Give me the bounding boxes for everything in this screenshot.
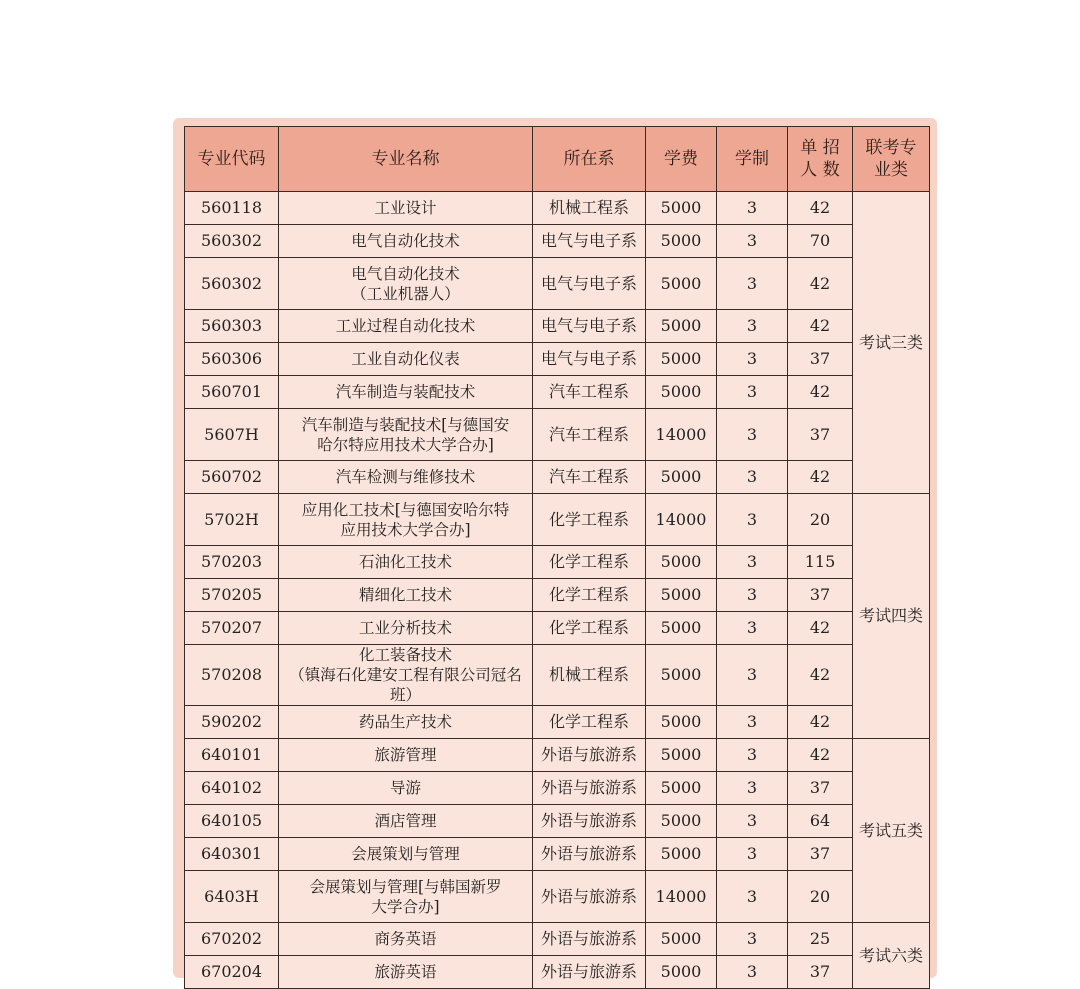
cell-name (279, 409, 533, 461)
header-quota-line: 人 数 (800, 160, 840, 180)
cell-quota: 115 (788, 546, 853, 579)
cell-quota: 42 (788, 310, 853, 343)
cell-fee: 5000 (646, 739, 717, 772)
cell-name-line: 工业设计 (374, 199, 437, 217)
table-row (185, 494, 930, 546)
cell-name-line: 石油化工技术 (358, 553, 452, 571)
cell-category: 考试五类 (853, 739, 930, 923)
table-row (185, 461, 930, 494)
cell-years: 3 (717, 225, 788, 258)
cell-fee: 5000 (646, 612, 717, 645)
cell-years: 3 (717, 376, 788, 409)
cell-name (279, 706, 533, 739)
cell-quota: 37 (788, 838, 853, 871)
cell-fee: 5000 (646, 956, 717, 989)
cell-fee: 14000 (646, 494, 717, 546)
table-row (185, 923, 930, 956)
cell-fee: 5000 (646, 706, 717, 739)
header-code: 专业代码 (185, 127, 279, 192)
cell-quota: 42 (788, 612, 853, 645)
cell-dept: 电气与电子系 (533, 310, 646, 343)
cell-code: 670204 (185, 956, 279, 989)
header-category-line: 联考专 (865, 138, 917, 158)
cell-years: 3 (717, 923, 788, 956)
cell-fee: 5000 (646, 579, 717, 612)
cell-years: 3 (717, 739, 788, 772)
cell-code: 640102 (185, 772, 279, 805)
cell-name (279, 805, 533, 838)
cell-fee: 5000 (646, 805, 717, 838)
table-row (185, 192, 930, 225)
cell-name (279, 546, 533, 579)
cell-category: 考试三类 (853, 192, 930, 494)
cell-name (279, 310, 533, 343)
cell-name-line: 药品生产技术 (358, 713, 452, 731)
cell-name (279, 739, 533, 772)
cell-code: 560306 (185, 343, 279, 376)
cell-code: 560701 (185, 376, 279, 409)
cell-dept: 外语与旅游系 (533, 739, 646, 772)
cell-years: 3 (717, 461, 788, 494)
cell-quota: 42 (788, 192, 853, 225)
cell-quota: 25 (788, 923, 853, 956)
cell-name-line: 汽车制造与装配技术 (335, 383, 476, 401)
header-years: 学制 (717, 127, 788, 192)
cell-name-line: 精细化工技术 (358, 586, 452, 604)
table-row (185, 871, 930, 923)
cell-years: 3 (717, 956, 788, 989)
cell-quota: 37 (788, 343, 853, 376)
cell-name (279, 258, 533, 310)
table-body (185, 192, 930, 989)
cell-name-line: 工业自动化仪表 (351, 350, 460, 368)
header-category-line: 业类 (874, 160, 908, 180)
header-quota (788, 127, 853, 192)
cell-code: 570205 (185, 579, 279, 612)
cell-years: 3 (717, 343, 788, 376)
table-row (185, 956, 930, 989)
cell-name (279, 225, 533, 258)
cell-code: 640301 (185, 838, 279, 871)
header-name: 专业名称 (279, 127, 533, 192)
header-quota-line: 单 招 (800, 138, 840, 158)
cell-name-line: 电气自动化技术 (351, 264, 460, 283)
cell-quota: 37 (788, 772, 853, 805)
cell-code: 670202 (185, 923, 279, 956)
cell-quota: 37 (788, 956, 853, 989)
cell-quota: 37 (788, 409, 853, 461)
cell-code: 560303 (185, 310, 279, 343)
cell-dept: 汽车工程系 (533, 409, 646, 461)
cell-years: 3 (717, 258, 788, 310)
cell-years: 3 (717, 645, 788, 706)
cell-dept: 机械工程系 (533, 192, 646, 225)
cell-quota: 42 (788, 706, 853, 739)
cell-fee: 14000 (646, 871, 717, 923)
cell-fee: 5000 (646, 772, 717, 805)
cell-years: 3 (717, 310, 788, 343)
cell-code: 590202 (185, 706, 279, 739)
cell-years: 3 (717, 838, 788, 871)
cell-name-line: 应用化工技术[与德国安哈尔特 (301, 500, 510, 519)
cell-name-line: （镇海石化建安工程有限公司冠名班） (289, 666, 522, 704)
cell-fee: 5000 (646, 838, 717, 871)
cell-quota: 20 (788, 871, 853, 923)
cell-name-line: 大学合办] (371, 897, 440, 916)
cell-name (279, 579, 533, 612)
admissions-table (184, 126, 930, 989)
table-row (185, 838, 930, 871)
cell-code: 560702 (185, 461, 279, 494)
cell-fee: 5000 (646, 923, 717, 956)
cell-years: 3 (717, 409, 788, 461)
cell-dept: 外语与旅游系 (533, 923, 646, 956)
cell-code: 5702H (185, 494, 279, 546)
table-row (185, 579, 930, 612)
cell-years: 3 (717, 805, 788, 838)
cell-years: 3 (717, 579, 788, 612)
cell-name (279, 956, 533, 989)
cell-years: 3 (717, 871, 788, 923)
cell-name-line: 电气自动化技术 (351, 232, 460, 250)
cell-name-line: 哈尔特应用技术大学合办] (317, 435, 494, 454)
cell-dept: 外语与旅游系 (533, 772, 646, 805)
cell-fee: 5000 (646, 376, 717, 409)
cell-name (279, 612, 533, 645)
cell-quota: 64 (788, 805, 853, 838)
table-row (185, 805, 930, 838)
cell-name (279, 871, 533, 923)
cell-code: 560118 (185, 192, 279, 225)
cell-years: 3 (717, 706, 788, 739)
table-row (185, 612, 930, 645)
cell-quota: 42 (788, 376, 853, 409)
cell-code: 640101 (185, 739, 279, 772)
cell-fee: 5000 (646, 461, 717, 494)
cell-name (279, 494, 533, 546)
cell-dept: 外语与旅游系 (533, 956, 646, 989)
cell-quota: 42 (788, 461, 853, 494)
cell-name-line: 化工装备技术 (358, 646, 452, 664)
cell-name-line: 汽车制造与装配技术[与德国安 (301, 415, 510, 434)
cell-fee: 5000 (646, 546, 717, 579)
cell-fee: 5000 (646, 310, 717, 343)
cell-name-line: 导游 (389, 779, 421, 797)
cell-name-line: 工业过程自动化技术 (335, 317, 476, 335)
cell-fee: 14000 (646, 409, 717, 461)
cell-years: 3 (717, 494, 788, 546)
cell-dept: 电气与电子系 (533, 258, 646, 310)
table-row (185, 343, 930, 376)
cell-name-line: 应用技术大学合办] (340, 520, 471, 539)
table-row (185, 706, 930, 739)
cell-name (279, 772, 533, 805)
cell-code: 5607H (185, 409, 279, 461)
cell-name (279, 376, 533, 409)
cell-quota: 70 (788, 225, 853, 258)
cell-dept: 电气与电子系 (533, 343, 646, 376)
cell-years: 3 (717, 546, 788, 579)
header-category (853, 127, 930, 192)
cell-dept: 外语与旅游系 (533, 805, 646, 838)
cell-dept: 外语与旅游系 (533, 871, 646, 923)
cell-name-line: 工业分析技术 (358, 619, 452, 637)
table-row (185, 546, 930, 579)
cell-name (279, 192, 533, 225)
cell-name (279, 343, 533, 376)
cell-name-line: 会展策划与管理 (351, 845, 460, 863)
header-row (185, 127, 930, 192)
table-row (185, 772, 930, 805)
cell-code: 560302 (185, 225, 279, 258)
header-dept: 所在系 (533, 127, 646, 192)
cell-fee: 5000 (646, 645, 717, 706)
cell-category: 考试四类 (853, 494, 930, 739)
cell-name-line: 旅游英语 (374, 963, 437, 981)
cell-dept: 化学工程系 (533, 706, 646, 739)
cell-years: 3 (717, 612, 788, 645)
cell-code: 640105 (185, 805, 279, 838)
cell-quota: 42 (788, 739, 853, 772)
cell-dept: 化学工程系 (533, 579, 646, 612)
table-row (185, 258, 930, 310)
table-row (185, 310, 930, 343)
cell-dept: 化学工程系 (533, 494, 646, 546)
cell-fee: 5000 (646, 258, 717, 310)
cell-code: 560302 (185, 258, 279, 310)
cell-name-line: 会展策划与管理[与韩国新罗 (309, 877, 502, 896)
table-row (185, 225, 930, 258)
cell-name-line: （工业机器人） (351, 284, 460, 303)
cell-dept: 外语与旅游系 (533, 838, 646, 871)
cell-quota: 37 (788, 579, 853, 612)
table-row (185, 645, 930, 706)
cell-code: 6403H (185, 871, 279, 923)
cell-code: 570203 (185, 546, 279, 579)
table-row (185, 376, 930, 409)
table-row (185, 409, 930, 461)
cell-years: 3 (717, 192, 788, 225)
cell-category: 考试六类 (853, 923, 930, 989)
cell-name-line: 汽车检测与维修技术 (335, 468, 476, 486)
cell-name (279, 838, 533, 871)
table-row (185, 739, 930, 772)
cell-fee: 5000 (646, 343, 717, 376)
cell-code: 570208 (185, 645, 279, 706)
cell-dept: 汽车工程系 (533, 376, 646, 409)
cell-name-line: 酒店管理 (374, 812, 437, 830)
cell-dept: 汽车工程系 (533, 461, 646, 494)
cell-name-line: 旅游管理 (374, 746, 437, 764)
cell-code: 570207 (185, 612, 279, 645)
cell-fee: 5000 (646, 225, 717, 258)
cell-years: 3 (717, 772, 788, 805)
cell-quota: 20 (788, 494, 853, 546)
cell-dept: 化学工程系 (533, 546, 646, 579)
cell-name (279, 645, 533, 706)
header-fee: 学费 (646, 127, 717, 192)
cell-dept: 电气与电子系 (533, 225, 646, 258)
cell-name (279, 923, 533, 956)
cell-fee: 5000 (646, 192, 717, 225)
cell-dept: 机械工程系 (533, 645, 646, 706)
cell-quota: 42 (788, 258, 853, 310)
cell-name-line: 商务英语 (374, 930, 437, 948)
cell-quota: 42 (788, 645, 853, 706)
cell-name (279, 461, 533, 494)
cell-dept: 化学工程系 (533, 612, 646, 645)
